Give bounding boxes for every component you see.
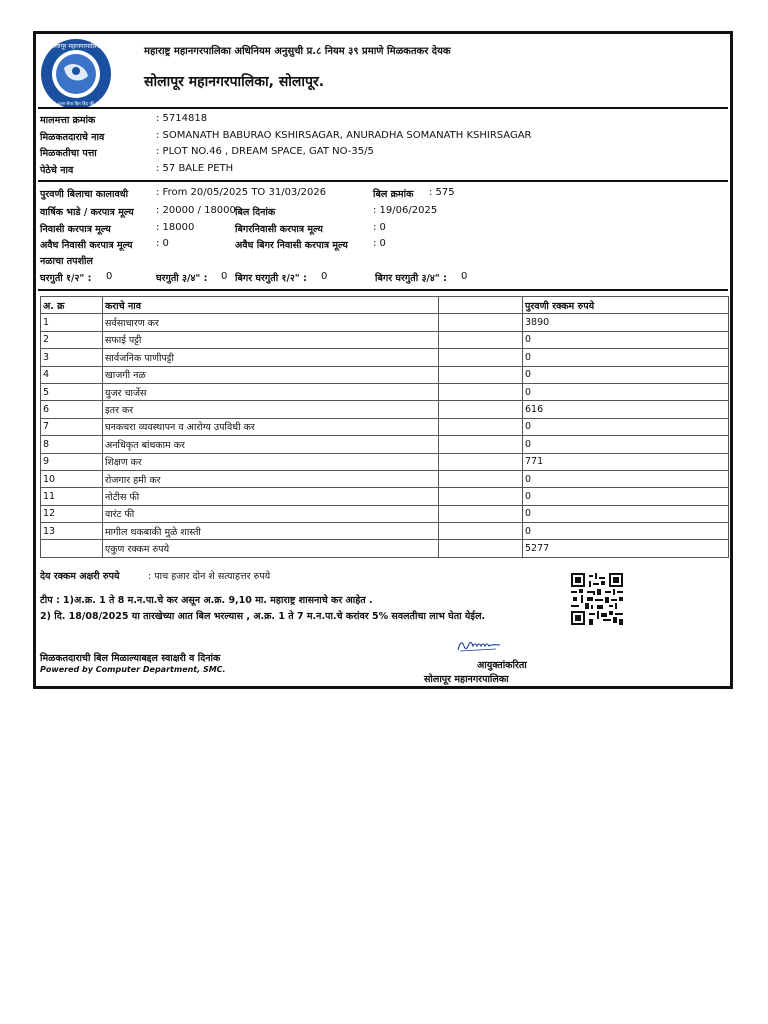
- row-tax-name: युजर चार्जेस: [103, 383, 439, 400]
- row-blank: [439, 488, 523, 505]
- illegal-res-value: : 0: [156, 238, 169, 249]
- row-no: 11: [41, 488, 103, 505]
- period-label: पुरवणी बिलाचा कालावधी: [40, 189, 129, 200]
- row-amount: 0: [523, 331, 729, 348]
- table-row: [41, 453, 729, 470]
- nonres-taxable-label: बिगरनिवासी करपात्र मूल्य: [235, 224, 323, 235]
- table-row: [41, 331, 729, 348]
- corporation-title: सोलापूर महानगरपालिका, सोलापूर.: [144, 74, 325, 90]
- total-row: [41, 540, 729, 557]
- row-blank: [439, 505, 523, 522]
- tap4-label: बिगर घरगुती ३/४" :: [375, 273, 447, 284]
- table-row: [41, 401, 729, 418]
- divider: [38, 289, 728, 291]
- tap1-value: 0: [106, 271, 113, 282]
- owner-name-value: : SOMANATH BABURAO KSHIRSAGAR, ANURADHA SOMANATH KSHIRSAGAR: [156, 130, 532, 141]
- charges-body: [41, 314, 729, 540]
- row-tax-name: सर्वसाधारण कर: [103, 314, 439, 331]
- col-header-no: अ. क्र: [41, 297, 103, 314]
- row-amount: 0: [523, 488, 729, 505]
- bill-no-label: बिल क्रमांक: [373, 189, 414, 200]
- amount-words-value: : पाच हजार दोन शे सत्याहत्तर रुपये: [148, 571, 271, 582]
- row-blank: [439, 523, 523, 540]
- row-blank: [439, 401, 523, 418]
- col-header-tax-name: कराचे नाव: [103, 297, 439, 314]
- property-no-label: मालमत्ता क्रमांक: [40, 115, 96, 126]
- row-amount: 0: [523, 436, 729, 453]
- table-row: [41, 383, 729, 400]
- nonres-taxable-value: : 0: [373, 222, 386, 233]
- receipt-signature-label: मिळकतदाराची बिल मिळाल्याबद्दल स्वाक्षरी व दिनांक: [40, 653, 221, 664]
- row-no: 7: [41, 418, 103, 435]
- row-no: 6: [41, 401, 103, 418]
- row-blank: [439, 366, 523, 383]
- table-row: [41, 366, 729, 383]
- row-no: 9: [41, 453, 103, 470]
- row-tax-name: रोजगार हमी कर: [103, 470, 439, 487]
- row-blank: [439, 418, 523, 435]
- property-no-value: : 5714818: [156, 113, 208, 124]
- peth-label: पेठेचे नाव: [40, 165, 74, 176]
- row-no: 10: [41, 470, 103, 487]
- row-blank: [439, 314, 523, 331]
- bill-no-value: : 575: [429, 187, 455, 198]
- table-row: [41, 488, 729, 505]
- bill-date-value: : 19/06/2025: [373, 205, 438, 216]
- row-tax-name: सफाई पट्टी: [103, 331, 439, 348]
- illegal-nonres-value: : 0: [373, 238, 386, 249]
- row-blank: [439, 383, 523, 400]
- table-row: [41, 418, 729, 435]
- row-amount: 0: [523, 366, 729, 383]
- note-2: 2) दि. 18/08/2025 या तारखेच्या आत बिल भरल्यास , अ.क्र. 1 ते 7 म.न.पा.चे करांवर 5% सवलतीचा लाभ घेता येईल.: [40, 611, 486, 622]
- divider: [38, 180, 728, 182]
- table-header-row: [41, 297, 729, 314]
- row-tax-name: नोटीस फी: [103, 488, 439, 505]
- logo-text: सोलापूर महानगरपालिका: [49, 43, 103, 50]
- total-blank-cell: [439, 540, 523, 557]
- charges-table: [40, 296, 729, 558]
- col-header-blank: [439, 297, 523, 314]
- tap2-value: 0: [221, 271, 228, 282]
- total-label: एकुण रक्कम रुपये: [103, 540, 439, 557]
- row-blank: [439, 436, 523, 453]
- col-header-amount: पुरवणी रक्कम रुपये: [523, 297, 729, 314]
- row-no: 2: [41, 331, 103, 348]
- row-blank: [439, 470, 523, 487]
- note-1: टीप : 1)अ.क्र. 1 ते 8 म.न.पा.चे कर असून अ.क्र. 9,10 मा. महाराष्ट्र शासनाचे कर आहेत .: [40, 595, 373, 606]
- row-no: 12: [41, 505, 103, 522]
- row-amount: 0: [523, 470, 729, 487]
- row-no: 4: [41, 366, 103, 383]
- row-amount: 771: [523, 453, 729, 470]
- row-amount: 0: [523, 523, 729, 540]
- row-tax-name: घनकचरा व्यवस्थापन व आरोग्य उपविधी कर: [103, 418, 439, 435]
- row-blank: [439, 331, 523, 348]
- total-amount: 5277: [523, 540, 729, 557]
- table-row: [41, 505, 729, 522]
- corporation-logo-icon: [40, 38, 112, 110]
- bill-date-label: बिल दिनांक: [235, 207, 276, 218]
- illegal-nonres-label: अवैध बिगर निवासी करपात्र मूल्य: [235, 240, 348, 251]
- table-row: [41, 470, 729, 487]
- address-label: मिळकतीचा पत्ता: [40, 148, 97, 159]
- tap2-label: घरगुती ३/४" :: [156, 273, 208, 284]
- row-tax-name: वारंट फी: [103, 505, 439, 522]
- signature-icon: [456, 636, 502, 654]
- tap4-value: 0: [461, 271, 468, 282]
- row-amount: 0: [523, 383, 729, 400]
- row-amount: 0: [523, 349, 729, 366]
- table-row: [41, 349, 729, 366]
- row-blank: [439, 453, 523, 470]
- tap1-label: घरगुती १/२" :: [40, 273, 92, 284]
- row-amount: 3890: [523, 314, 729, 331]
- act-line: महाराष्ट्र महानगरपालिका अधिनियम अनुसुची प्र.८ नियम ३९ प्रमाणे मिळकतकर देयक: [144, 46, 451, 57]
- address-value: : PLOT NO.46 , DREAM SPACE, GAT NO-35/5: [156, 146, 374, 157]
- tap3-value: 0: [321, 271, 328, 282]
- row-tax-name: मागील थकबाकी मुळे शास्ती: [103, 523, 439, 540]
- divider: [38, 107, 728, 109]
- row-no: 8: [41, 436, 103, 453]
- signatory-line-2: सोलापूर महानगरपालिका: [424, 674, 509, 685]
- row-amount: 0: [523, 418, 729, 435]
- tap3-label: बिगर घरगुती १/२" :: [235, 273, 307, 284]
- row-no: 13: [41, 523, 103, 540]
- row-no: 3: [41, 349, 103, 366]
- qr-code-icon: [571, 573, 623, 625]
- table-row: [41, 314, 729, 331]
- res-taxable-label: निवासी करपात्र मूल्य: [40, 224, 111, 235]
- period-value: : From 20/05/2025 TO 31/03/2026: [156, 187, 327, 198]
- logo-motto: चला सेवा हित हिंद की: [57, 102, 95, 107]
- amount-words-label: देय रक्कम अक्षरी रुपये: [40, 571, 120, 582]
- row-blank: [439, 349, 523, 366]
- table-row: [41, 436, 729, 453]
- rent-value: : 20000 / 18000: [156, 205, 236, 216]
- table-row: [41, 523, 729, 540]
- row-tax-name: शिक्षण कर: [103, 453, 439, 470]
- row-tax-name: अनधिकृत बांधकाम कर: [103, 436, 439, 453]
- row-amount: 616: [523, 401, 729, 418]
- res-taxable-value: : 18000: [156, 222, 195, 233]
- tap-label: नळाचा तपशील: [40, 256, 93, 267]
- row-no: 5: [41, 383, 103, 400]
- owner-name-label: मिळकतदाराचे नाव: [40, 132, 105, 143]
- row-amount: 0: [523, 505, 729, 522]
- rent-label: वार्षिक भाडे / करपात्र मूल्य: [40, 207, 134, 218]
- row-tax-name: इतर कर: [103, 401, 439, 418]
- row-tax-name: सार्वजनिक पाणीपट्टी: [103, 349, 439, 366]
- tax-bill: [33, 31, 733, 689]
- illegal-res-label: अवैध निवासी करपात्र मूल्य: [40, 240, 133, 251]
- total-no-cell: [41, 540, 103, 557]
- powered-by: Powered by Computer Department, SMC.: [40, 665, 226, 674]
- signatory-line-1: आयुक्तांकरिता: [477, 660, 527, 671]
- peth-value: : 57 BALE PETH: [156, 163, 234, 174]
- row-tax-name: खाजगी नळ: [103, 366, 439, 383]
- row-no: 1: [41, 314, 103, 331]
